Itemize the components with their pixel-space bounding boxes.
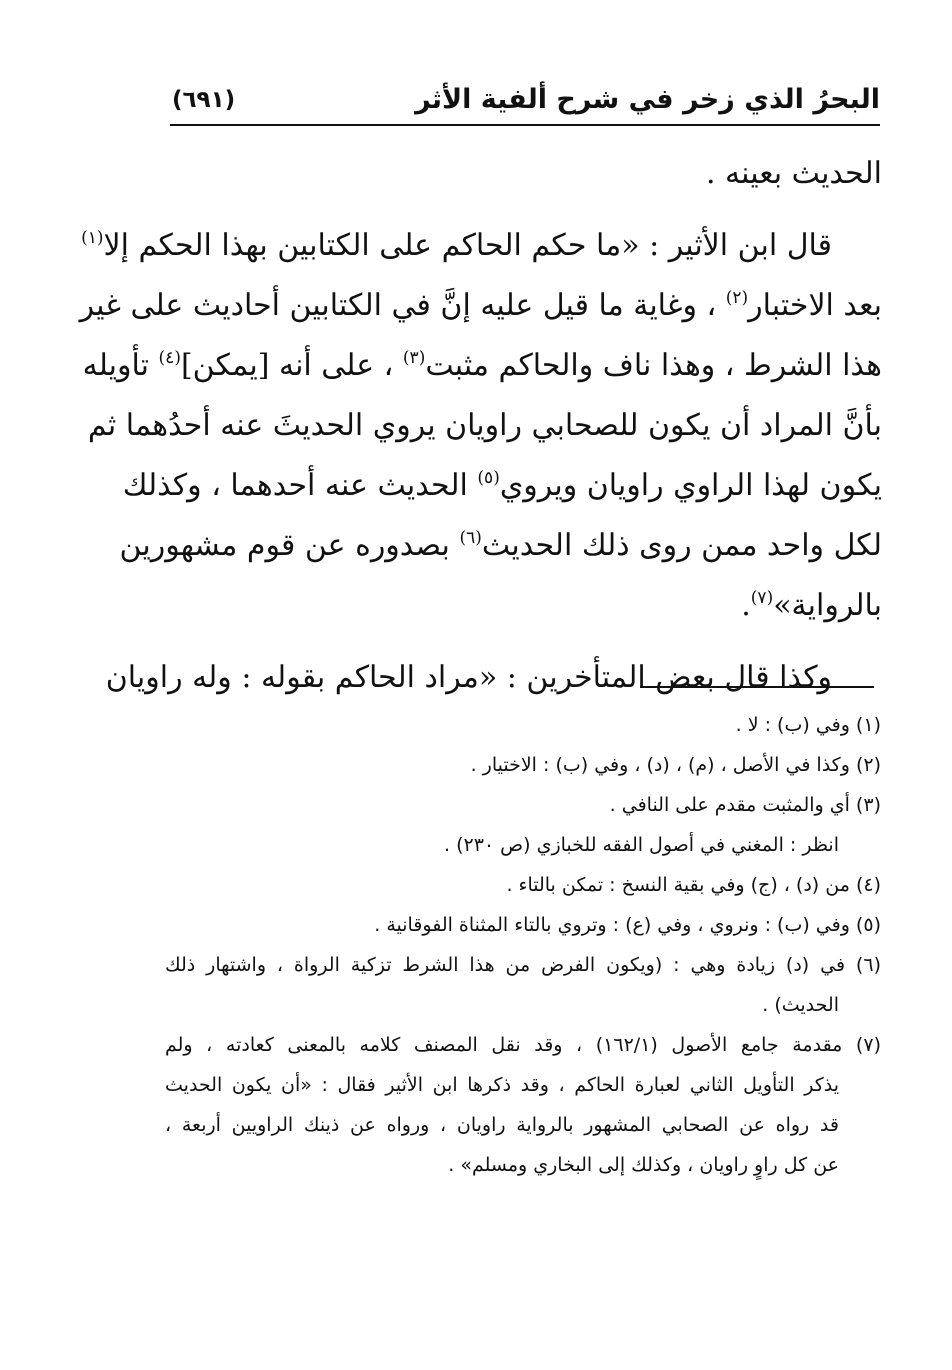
text-line: بعد الاختبار$^{(٢)}$ ، وغاية ما قيل عليه إنَّ في الكتابين أحاديث على غير (79, 288, 882, 323)
footnote-continuation: قد رواه عن الصحابي المشهور بالرواية راويان ، ورواه عن ذينك الراويين أربعة ، (165, 1114, 839, 1136)
footnote-ref: (١) (81, 228, 104, 248)
footnote-ref: (٧) (750, 588, 774, 608)
footnote: (١) وفي (ب) : لا . (735, 714, 881, 736)
footnote-continuation: عن كل راوٍ راويان ، وكذلك إلى البخاري ومسلم» . (448, 1154, 839, 1176)
footnote: (٧) مقدمة جامع الأصول (١٦٢/١) ، وقد نقل المصنف كلامه بالمعنى كعادته ، ولم (165, 1034, 881, 1056)
footnote-continuation: الحديث) . (762, 994, 839, 1016)
page-header (170, 82, 880, 126)
text-line: بالرواية»$^{(٧)}$. (741, 588, 882, 623)
footnote-ref: (٤) (158, 348, 181, 368)
text-line: هذا الشرط ، وهذا ناف والحاكم مثبت$^{(٣)}$ ، على أنه [يمكن]$^{(٤)}$ تأويله (82, 348, 882, 383)
footnote-ref: (٥) (477, 468, 500, 488)
footnote-continuation: انظر : المغني في أصول الفقه للخبازي (ص ٢٣٠) . (444, 834, 839, 856)
footnote: (٥) وفي (ب) : ونروي ، وفي (ع) : وتروي بالتاء المثناة الفوقانية . (374, 914, 881, 936)
footnote: (٤) من (د) ، (ج) وفي بقية النسخ : تمكن بالتاء . (506, 874, 881, 896)
text-line: لكل واحد ممن روى ذلك الحديث$^{(٦)}$ بصدوره عن قوم مشهورين (119, 528, 882, 563)
footnote-ref: (٢) (725, 288, 749, 308)
text-line: وكذا قال بعض المتأخرين : «مراد الحاكم بقوله : وله راويان (105, 660, 832, 695)
text-line: الحديث بعينه . (705, 156, 882, 191)
running-title: البحرُ الذي زخر في شرح ألفية الأثر (415, 84, 880, 115)
text-line: بأنَّ المراد أن يكون للصحابي راويان يروي الحديثَ عنه أحدُهما ثم (87, 408, 882, 443)
footnotes (165, 705, 881, 1185)
footnote: (٢) وكذا في الأصل ، (م) ، (د) ، وفي (ب) : الاختيار . (470, 754, 881, 776)
text-line: يكون لهذا الراوي راويان ويروي$^{(٥)}$ الحديث عنه أحدهما ، وكذلك (122, 468, 882, 503)
footnote: (٦) في (د) زيادة وهي : (ويكون الفرض من هذا الشرط تزكية الرواة ، واشتهار ذلك (165, 954, 881, 976)
text-line: قال ابن الأثير : «ما حكم الحاكم على الكتابين بهذا الحكم إلا$^{(١)}$ (81, 228, 832, 263)
footnote-separator (640, 686, 874, 688)
footnote-ref: (٦) (459, 528, 482, 548)
footnote: (٣) أي والمثبت مقدم على النافي . (609, 794, 881, 816)
footnote-ref: (٣) (402, 348, 426, 368)
page-number: (٦٩١) (172, 87, 236, 113)
footnote-continuation: يذكر التأويل الثاني لعبارة الحاكم ، وقد ذكرها ابن الأثير فقال : «أن يكون الحديث (165, 1074, 839, 1096)
main-text (79, 144, 882, 708)
